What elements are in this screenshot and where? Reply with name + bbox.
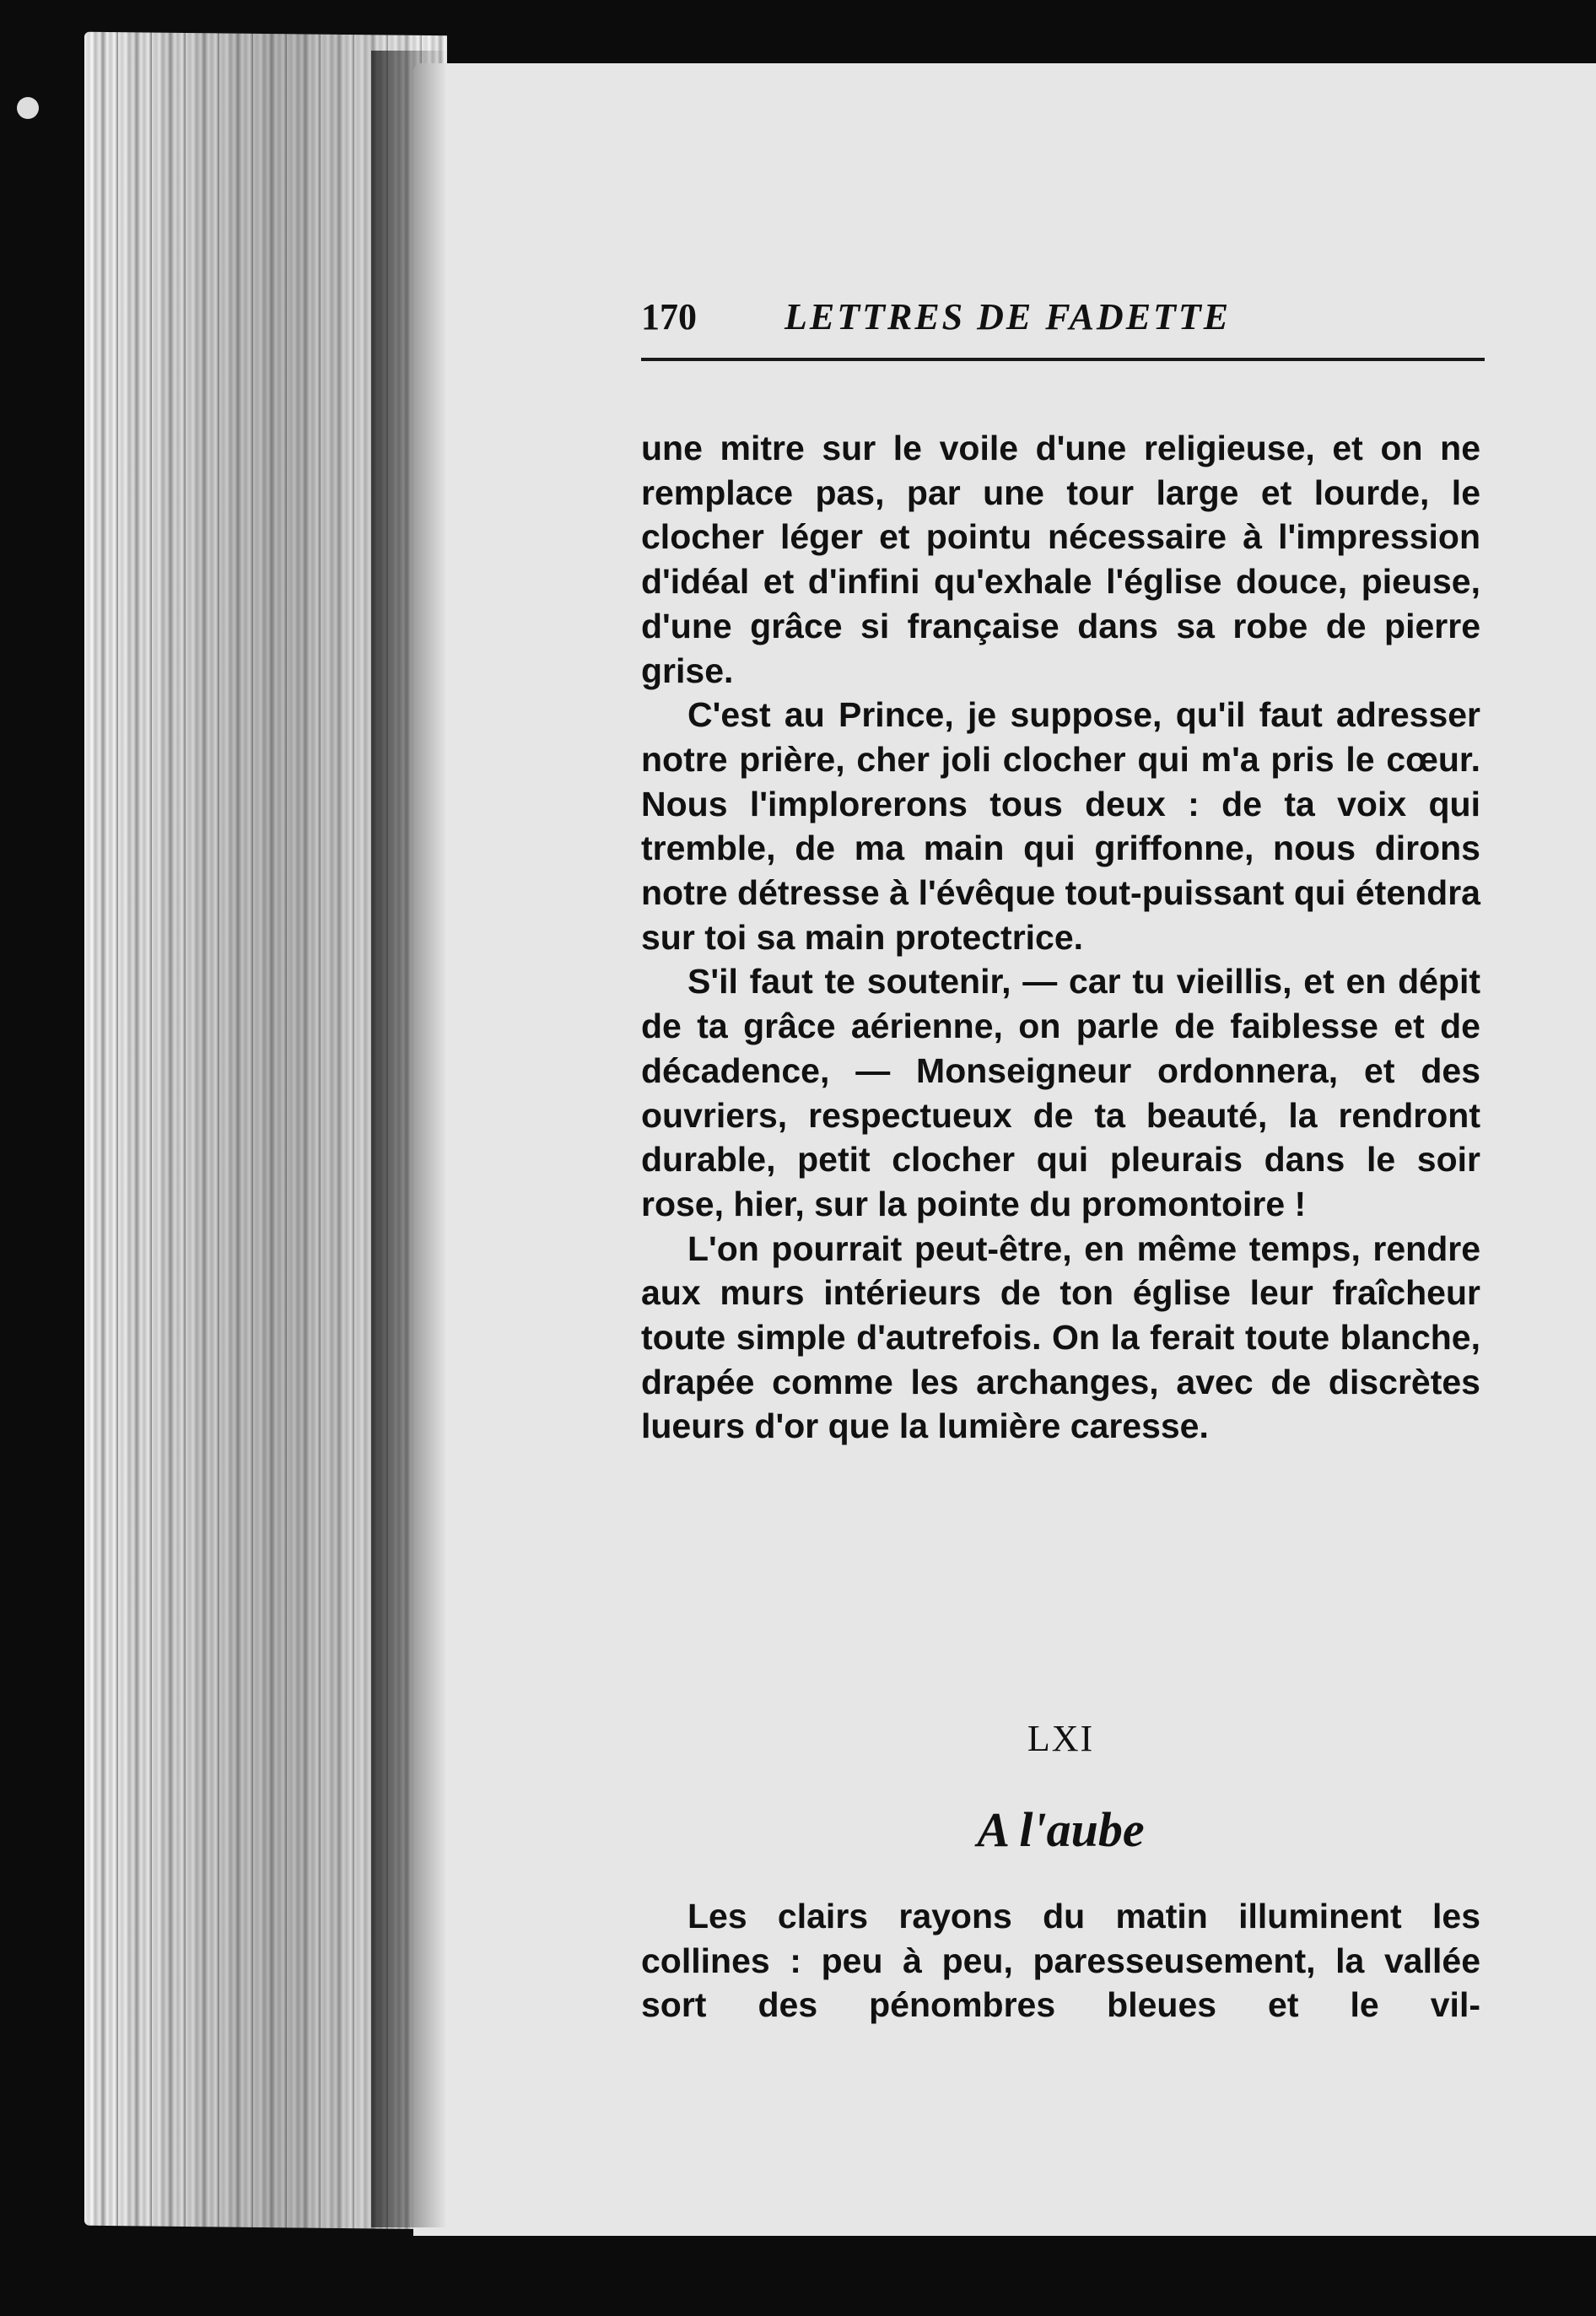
chapter-number: LXI (1027, 1718, 1095, 1759)
paragraph-continued: une mitre sur le voile d'une religieuse, et on ne remplace pas, par une tour large et lourde, le clocher léger et pointu nécessaire à l'impression d'idéal et d'infini qu'exhale l'église douce, pieuse, d'une grâce si française dans sa robe de pierre grise. (641, 429, 1480, 690)
paragraph: Les clairs rayons du matin illuminent les collines : peu à peu, paresseusement, la vallée sort des pénombres bleues et le vil- (641, 1897, 1480, 2025)
body-text (641, 426, 1480, 1449)
gutter-shadow (371, 51, 447, 2227)
paragraph: S'il faut te soutenir, — car tu vieillis, et en dépit de ta grâce aérienne, on parle de faiblesse et de décadence, — Monseigneur ordonnera, et des ouvriers, respectueux de ta beauté, la rendront durable, petit clocher qui pleurais dans le soir rose, hier, sur la pointe du promontoire ! (641, 962, 1480, 1223)
page-number: 170 (641, 296, 697, 337)
chapter-title: A l'aube (977, 1802, 1145, 1857)
running-head (641, 295, 1485, 361)
paragraph: L'on pourrait peut-être, en même temps, rendre aux murs intérieurs de ton église leur fraîcheur toute simple d'autrefois. On la ferait toute blanche, drapée comme les archanges, avec de discrètes lueurs d'or que la lumière caresse. (641, 1228, 1480, 1446)
chapter-opening (641, 1894, 1480, 2027)
book-page (413, 63, 1596, 2236)
paragraph: C'est au Prince, je suppose, qu'il faut adresser notre prière, cher joli clocher qui m'a pris le cœur. Nous l'implorerons tous deux : de ta voix qui tremble, de ma main qui griffonne, nous dirons notre détresse à l'évêque tout-puissant qui étendra sur toi sa main protectrice. (641, 695, 1480, 957)
book-title: LETTRES DE FADETTE (785, 296, 1232, 337)
dust-speck (17, 97, 39, 119)
